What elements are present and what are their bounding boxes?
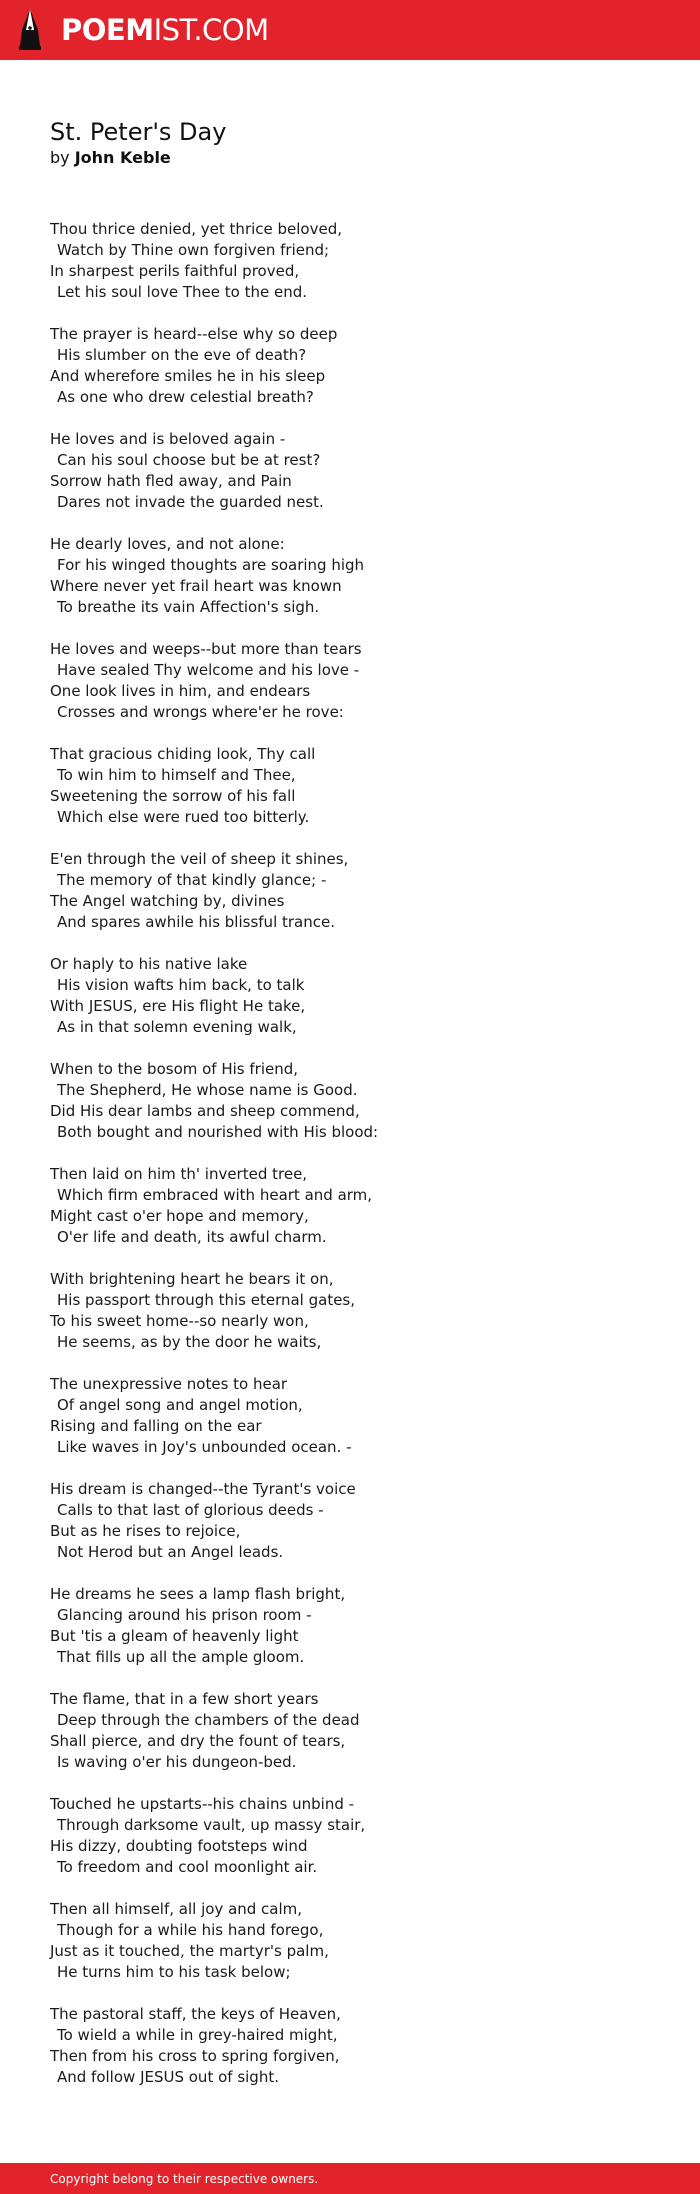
poem-stanza bbox=[50, 1584, 378, 1668]
poem-line: To win him to himself and Thee, bbox=[57, 766, 296, 784]
poem-line: Which firm embraced with heart and arm, bbox=[57, 1186, 373, 1204]
poem-line: Just as it touched, the martyr's palm, bbox=[50, 1942, 329, 1960]
poem-stanza bbox=[50, 954, 378, 1038]
poem-stanza bbox=[50, 534, 378, 618]
site-header bbox=[0, 0, 700, 60]
poem-line: He seems, as by the door he waits, bbox=[57, 1333, 322, 1351]
poem-line: His slumber on the eve of death? bbox=[57, 346, 307, 364]
poem-line: Shall pierce, and dry the fount of tears, bbox=[50, 1732, 346, 1750]
poem-title: St. Peter's Day bbox=[50, 118, 227, 146]
poem-line: One look lives in him, and endears bbox=[50, 682, 311, 700]
poem-line: Did His dear lambs and sheep commend, bbox=[50, 1102, 360, 1120]
poem-line: Touched he upstarts--his chains unbind - bbox=[50, 1795, 355, 1813]
poem-stanza bbox=[50, 849, 378, 933]
poem-line: His dream is changed--the Tyrant's voice bbox=[50, 1480, 356, 1498]
copyright-text: Copyright belong to their respective owners. bbox=[50, 2172, 319, 2186]
poem-stanza bbox=[50, 2004, 378, 2088]
poem-line: Sweetening the sorrow of his fall bbox=[50, 787, 296, 805]
poem-line: Crosses and wrongs where'er he rove: bbox=[57, 703, 344, 721]
poem-byline bbox=[50, 147, 171, 169]
poem-line: Of angel song and angel motion, bbox=[57, 1396, 303, 1414]
poem-stanza bbox=[50, 219, 378, 303]
poem-line: When to the bosom of His friend, bbox=[50, 1060, 299, 1078]
poem-line: With JESUS, ere His flight He take, bbox=[50, 997, 306, 1015]
poem-line: The memory of that kindly glance; - bbox=[57, 871, 327, 889]
poem-line: In sharpest perils faithful proved, bbox=[50, 262, 300, 280]
poem-line: He dearly loves, and not alone: bbox=[50, 535, 285, 553]
poem-line: His passport through this eternal gates, bbox=[57, 1291, 356, 1309]
pen-nib-icon[interactable] bbox=[16, 8, 44, 52]
poem-line: Both bought and nourished with His blood: bbox=[57, 1123, 379, 1141]
poem-line: To freedom and cool moonlight air. bbox=[57, 1858, 318, 1876]
poem-line: He dreams he sees a lamp flash bright, bbox=[50, 1585, 346, 1603]
poem-line: Watch by Thine own forgiven friend; bbox=[57, 241, 330, 259]
poem-line: E'en through the veil of sheep it shines, bbox=[50, 850, 349, 868]
site-logo[interactable] bbox=[61, 12, 269, 48]
poem-stanza bbox=[50, 744, 378, 828]
poem-stanza bbox=[50, 324, 378, 408]
poem-line: Glancing around his prison room - bbox=[57, 1606, 312, 1624]
poem-line: Or haply to his native lake bbox=[50, 955, 248, 973]
poem-line: And spares awhile his blissful trance. bbox=[57, 913, 335, 931]
poem-stanza bbox=[50, 1689, 378, 1773]
poem-line: To his sweet home--so nearly won, bbox=[50, 1312, 309, 1330]
poem-line: And wherefore smiles he in his sleep bbox=[50, 367, 326, 385]
poem-line: He turns him to his task below; bbox=[57, 1963, 291, 1981]
poem-line: His dizzy, doubting footsteps wind bbox=[50, 1837, 308, 1855]
poem-stanza bbox=[50, 1269, 378, 1353]
poem-line: But as he rises to rejoice, bbox=[50, 1522, 241, 1540]
poem-line: The flame, that in a few short years bbox=[50, 1690, 319, 1708]
poem-body bbox=[50, 219, 378, 2109]
poem-line: But 'tis a gleam of heavenly light bbox=[50, 1627, 299, 1645]
poem-line: The pastoral staff, the keys of Heaven, bbox=[50, 2005, 341, 2023]
poem-line: With brightening heart he bears it on, bbox=[50, 1270, 334, 1288]
poem-line: He loves and weeps--but more than tears bbox=[50, 640, 362, 658]
poem-line: Though for a while his hand forego, bbox=[57, 1921, 324, 1939]
poem-line: O'er life and death, its awful charm. bbox=[57, 1228, 327, 1246]
poem-line: Rising and falling on the ear bbox=[50, 1417, 262, 1435]
poem-line: Can his soul choose but be at rest? bbox=[57, 451, 321, 469]
poem-line: The prayer is heard--else why so deep bbox=[50, 325, 338, 343]
poem-line: Deep through the chambers of the dead bbox=[57, 1711, 360, 1729]
poem-line: Like waves in Joy's unbounded ocean. - bbox=[57, 1438, 352, 1456]
brand-bold-text: POEM bbox=[61, 13, 154, 47]
poem-line: Have sealed Thy welcome and his love - bbox=[57, 661, 360, 679]
poem-line: As one who drew celestial breath? bbox=[57, 388, 314, 406]
by-label: by bbox=[50, 148, 70, 167]
site-footer bbox=[0, 2163, 700, 2194]
poem-line: The Angel watching by, divines bbox=[50, 892, 285, 910]
poem-line: Might cast o'er hope and memory, bbox=[50, 1207, 309, 1225]
poem-stanza bbox=[50, 1164, 378, 1248]
poem-line: And follow JESUS out of sight. bbox=[57, 2068, 279, 2086]
poem-line: Then laid on him th' inverted tree, bbox=[50, 1165, 308, 1183]
poem-line: Sorrow hath fled away, and Pain bbox=[50, 472, 292, 490]
poem-line: He loves and is beloved again - bbox=[50, 430, 286, 448]
poem-stanza bbox=[50, 429, 378, 513]
poem-line: His vision wafts him back, to talk bbox=[57, 976, 305, 994]
poem-line: To breathe its vain Affection's sigh. bbox=[57, 598, 320, 616]
poem-line: Is waving o'er his dungeon-bed. bbox=[57, 1753, 297, 1771]
poem-line: Not Herod but an Angel leads. bbox=[57, 1543, 284, 1561]
poem-stanza bbox=[50, 639, 378, 723]
poem-line: To wield a while in grey-haired might, bbox=[57, 2026, 338, 2044]
poem-line: The Shepherd, He whose name is Good. bbox=[57, 1081, 358, 1099]
poem-line: Thou thrice denied, yet thrice beloved, bbox=[50, 220, 343, 238]
poem-line: As in that solemn evening walk, bbox=[57, 1018, 297, 1036]
poem-stanza bbox=[50, 1479, 378, 1563]
brand-light-text: IST.COM bbox=[153, 13, 269, 47]
poem-line: The unexpressive notes to hear bbox=[50, 1375, 288, 1393]
poem-line: Which else were rued too bitterly. bbox=[57, 808, 310, 826]
poem-line: Then all himself, all joy and calm, bbox=[50, 1900, 303, 1918]
poem-stanza bbox=[50, 1374, 378, 1458]
poem-stanza bbox=[50, 1059, 378, 1143]
poem-author: John Keble bbox=[74, 148, 171, 167]
poem-stanza bbox=[50, 1794, 378, 1878]
poem-line: Dares not invade the guarded nest. bbox=[57, 493, 324, 511]
poem-line: That gracious chiding look, Thy call bbox=[50, 745, 316, 763]
poem-line: Then from his cross to spring forgiven, bbox=[50, 2047, 340, 2065]
poem-stanza bbox=[50, 1899, 378, 1983]
poem-line: Calls to that last of glorious deeds - bbox=[57, 1501, 324, 1519]
poem-line: Where never yet frail heart was known bbox=[50, 577, 342, 595]
poem-line: For his winged thoughts are soaring high bbox=[57, 556, 365, 574]
poem-line: That fills up all the ample gloom. bbox=[57, 1648, 305, 1666]
poem-line: Let his soul love Thee to the end. bbox=[57, 283, 308, 301]
poem-line: Through darksome vault, up massy stair, bbox=[57, 1816, 366, 1834]
